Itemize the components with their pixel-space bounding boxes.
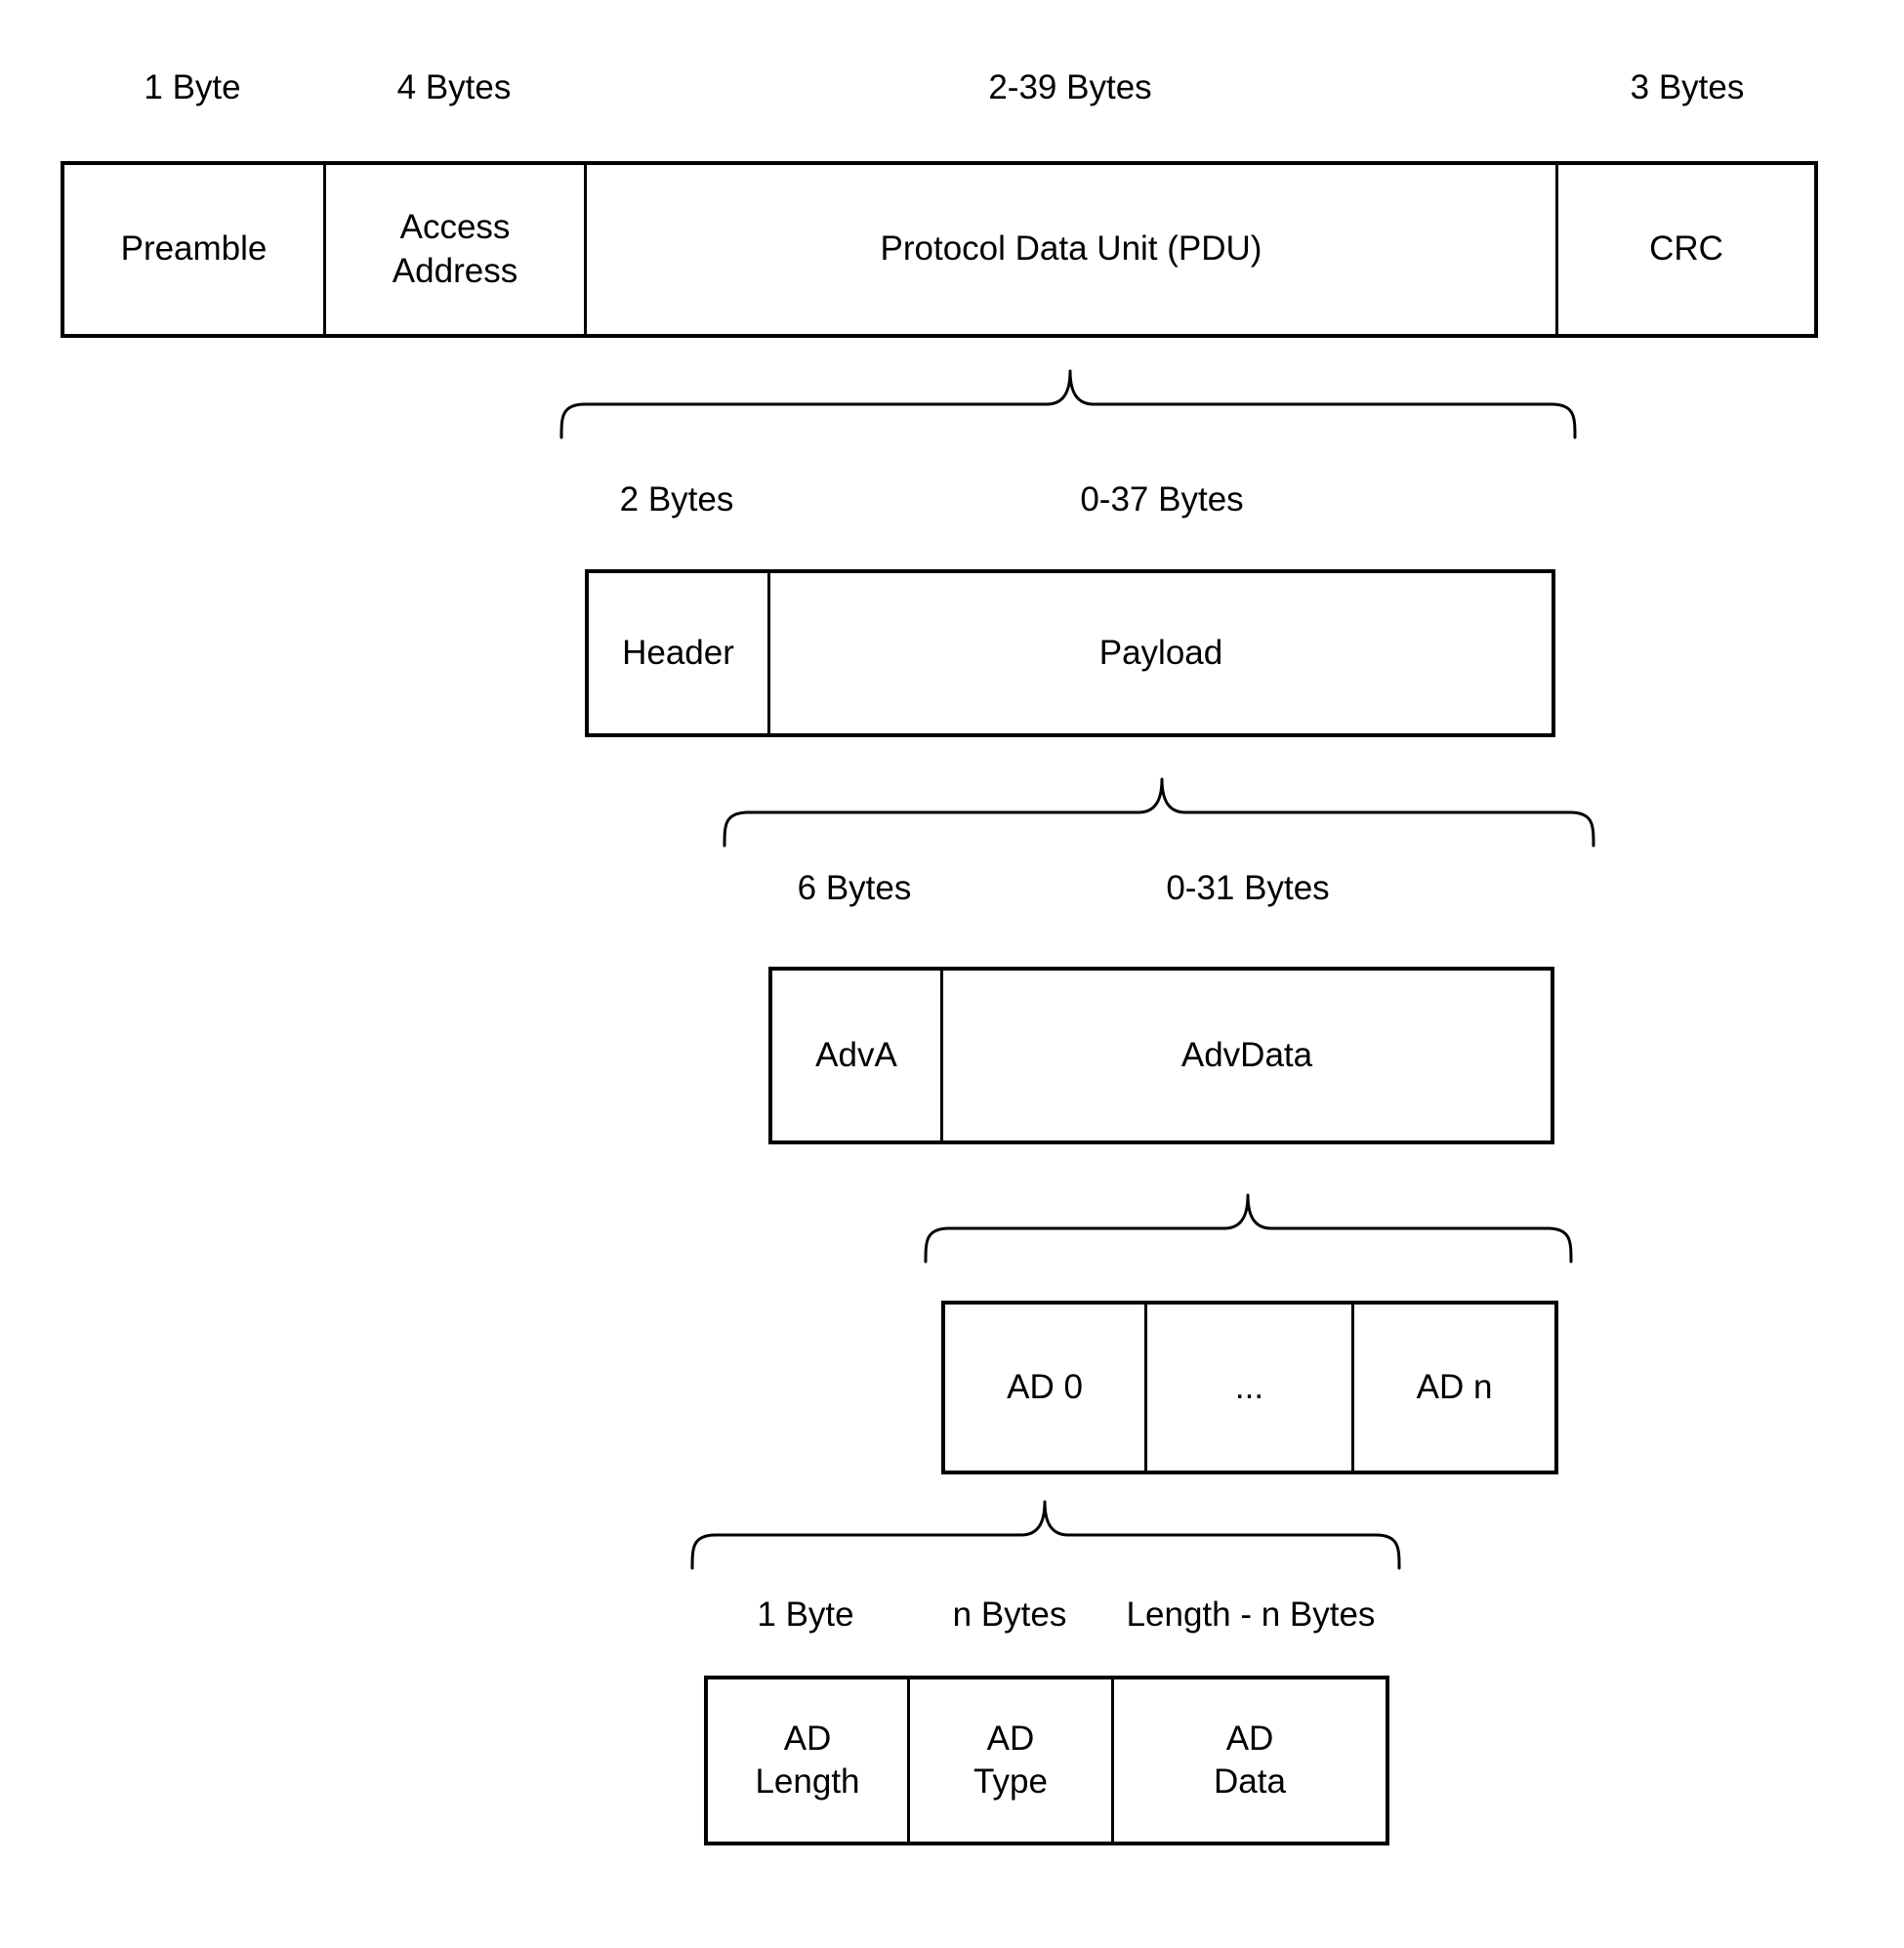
cell-crc-label: CRC	[1649, 229, 1723, 269]
cell-preamble-label: Preamble	[120, 229, 268, 269]
pdu-row	[585, 569, 1555, 737]
cell-pdu	[587, 165, 1558, 334]
cell-ad-length-label-line2: Length	[755, 1762, 860, 1801]
size-label-crc: 3 Bytes	[1630, 68, 1745, 106]
cell-ad-ellipsis	[1147, 1305, 1354, 1471]
cell-ad-type-label-line1: AD	[986, 1719, 1035, 1758]
brace-payload-expansion	[724, 779, 1594, 846]
cell-payload-label: Payload	[1098, 633, 1223, 672]
size-label-access-address: 4 Bytes	[396, 68, 512, 106]
size-label-preamble: 1 Byte	[144, 68, 241, 106]
cell-ad-type	[910, 1679, 1114, 1842]
cell-access-address	[326, 165, 587, 334]
cell-ad-type-label-line2: Type	[973, 1762, 1048, 1801]
cell-ad-n	[1354, 1305, 1554, 1471]
cell-ad-length	[708, 1679, 910, 1842]
size-label-ad-type: n Bytes	[952, 1596, 1067, 1634]
cell-adva	[772, 971, 943, 1140]
size-label-adva: 6 Bytes	[797, 869, 912, 907]
cell-ad-data	[1114, 1679, 1386, 1842]
cell-ad-data-label-line1: AD	[1225, 1719, 1274, 1758]
cell-header	[589, 573, 770, 733]
brace-pdu-expansion	[561, 371, 1575, 437]
cell-payload	[770, 573, 1552, 733]
cell-access-address-label-line1: Access	[399, 208, 511, 247]
cell-header-label: Header	[622, 633, 734, 672]
cell-preamble	[64, 165, 326, 334]
cell-ad-0	[945, 1305, 1147, 1471]
cell-ad-n-label: AD n	[1416, 1367, 1493, 1406]
payload-row	[768, 967, 1554, 1144]
advdata-row	[941, 1301, 1558, 1474]
cell-advdata	[943, 971, 1551, 1140]
size-label-ad-data: Length - n Bytes	[1126, 1596, 1376, 1634]
cell-access-address-label-line2: Address	[392, 251, 518, 290]
cell-advdata-label: AdvData	[1180, 1035, 1313, 1074]
brace-ad0-expansion	[692, 1502, 1399, 1568]
cell-ad-ellipsis-label: ...	[1234, 1367, 1264, 1406]
size-label-advdata: 0-31 Bytes	[1166, 869, 1330, 907]
packet-row	[61, 161, 1818, 338]
size-label-payload: 0-37 Bytes	[1080, 480, 1244, 518]
brace-advdata-expansion	[926, 1195, 1571, 1262]
cell-pdu-label: Protocol Data Unit (PDU)	[880, 229, 1262, 269]
size-label-header: 2 Bytes	[619, 480, 734, 518]
cell-ad-0-label: AD 0	[1007, 1367, 1083, 1406]
cell-adva-label: AdvA	[815, 1035, 897, 1074]
ad-structure-row	[704, 1676, 1389, 1845]
size-label-pdu: 2-39 Bytes	[988, 68, 1152, 106]
cell-ad-data-label-line2: Data	[1214, 1762, 1286, 1801]
cell-ad-length-label-line1: AD	[783, 1719, 832, 1758]
size-label-ad-length: 1 Byte	[757, 1596, 854, 1634]
cell-crc	[1558, 165, 1814, 334]
